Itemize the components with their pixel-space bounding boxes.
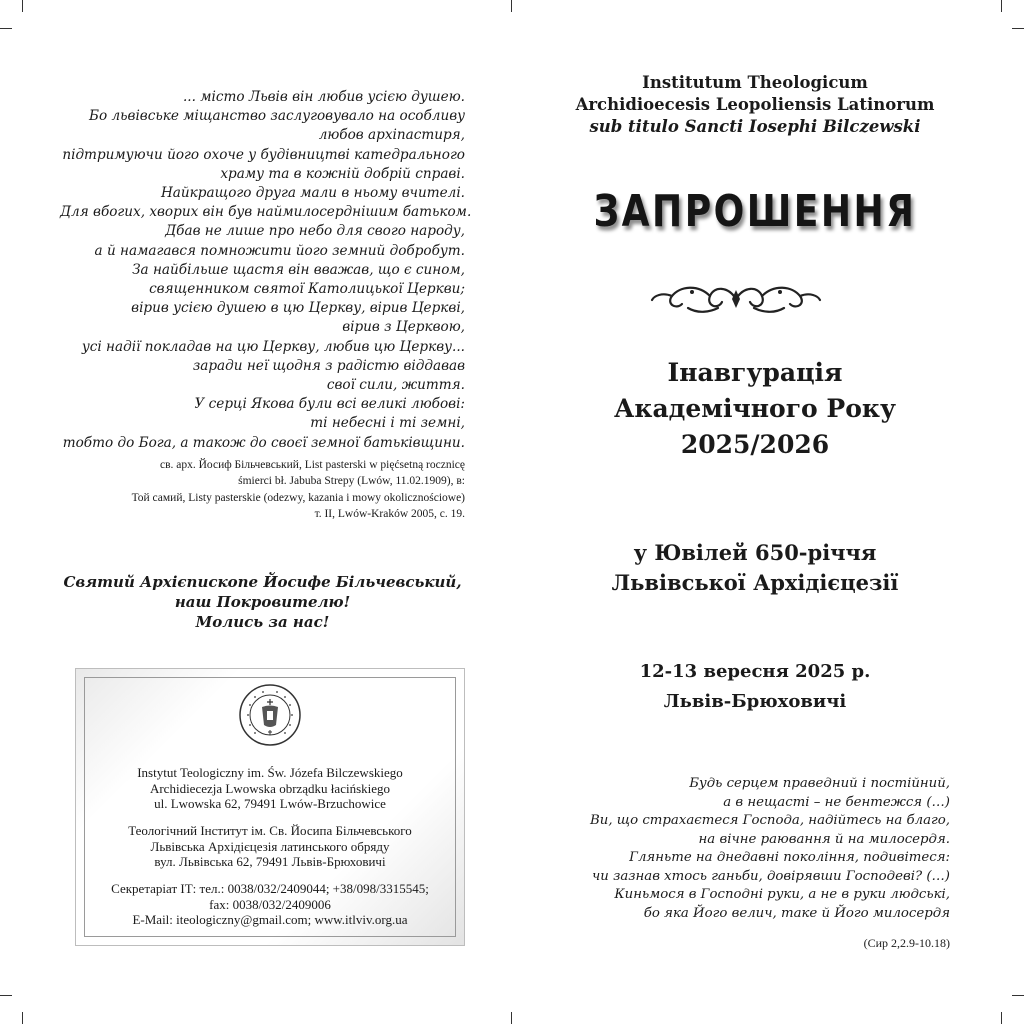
sirach-reference: (Сир 2,2.9-10.18) [863,936,950,950]
crop-mark [0,995,12,996]
flourish-ornament-icon [648,280,824,318]
contact-line: E-Mail: iteologiczny@gmail.com; www.itlviv.org.ua [132,912,408,927]
sirach-line: Гляньте на днедавні покоління, подивітеся: [629,850,950,865]
quote-line: тобто до Бога, а також до своєї земної батьківщини. [62,434,465,451]
quote-line: Дбав не лише про небо для свого народу, [165,223,465,240]
quote-line: У серці Якова були всі великі любові: [194,396,465,413]
address-line: Archidiecezja Lwowska obrządku łacińskiego [149,780,391,796]
seal-icon [238,683,302,747]
quote-line: Найкращого друга мали в ньому вчителі. [160,185,465,202]
quote-line: любов архіпастиря, [318,127,465,144]
quote-line: підтримуючи його охоче у будівництві катедрального [62,146,465,163]
crop-mark [0,28,12,29]
citation-line: Той самий, Listy pasterskie (odezwy, kazania i mowy okolicznościowe) [131,491,465,504]
prayer-line: наш Покровителю! [174,593,351,611]
citation-line: śmierci bł. Jabuba Strepy (Lwów, 11.02.1909), в: [238,475,465,488]
quote-line: священником святої Католицької Церкви; [149,281,465,298]
bilczewski-quote-block [60,88,472,522]
address-polish [76,765,464,812]
quote-line: Бо львівське міщанство заслуговувало на особливу [89,108,465,125]
sirach-line: Будь серцем праведний і постійний, [689,776,950,791]
quote-line: усі надії покладав на цю Церкву, любив цю Церкву... [81,338,465,355]
quote-line: храму та в кожній добрій справі. [220,165,465,182]
sirach-line: Ви, що страхаєтеся Господа, надійтесь на благо, [590,813,950,828]
crop-mark [1012,28,1024,29]
sirach-line: Киньмося в Господні руки, а не в руки людські, [614,887,950,902]
contact-box [75,668,465,946]
jubilee-heading [540,538,970,598]
crop-mark [22,0,23,12]
quote-line: ... місто Львів він любив усією душею. [182,89,465,105]
quote-line: заради неї щодня з радістю віддавав [192,357,465,374]
patron-prayer [60,572,465,632]
crop-mark [1001,0,1002,12]
quote-line: свої сили, життя. [326,377,465,394]
address-ukrainian [76,823,464,870]
address-line: Теологічний Інститут ім. Св. Йосипа Більчевського [128,823,412,838]
jubilee-line: у Ювілей 650-річчя [633,540,877,565]
event-date-place [540,657,970,717]
institute-name [540,72,970,138]
sirach-line: бо яка Його велич, таке й Його милосердя [643,905,950,921]
quote-line: вірив усією душею в цю Церкву, вірив Церкві, [131,300,465,317]
sirach-line: а в нещасті – не бентежся (…) [723,794,950,810]
institute-line: Archidioecesis Leopoliensis Latinorum [575,95,935,114]
quote-line: За найбільше щастя він вважав, що є сином, [132,261,465,278]
event-line: 2025/2026 [680,430,830,459]
address-line: вул. Львівська 62, 79491 Львів-Брюховичі [154,854,386,869]
prayer-line: Молись за нас! [195,613,330,631]
date-line: 12-13 вересня 2025 р. [639,661,871,682]
quote-line: ті небесні і ті земні, [310,415,465,432]
prayer-line: Святий Архієпископе Йосифе Більчевський, [63,573,462,591]
institute-line: Institutum Theologicum [642,73,868,92]
secretariat-contacts [76,881,464,928]
contact-line: Секретаріат ІТ: тел.: 0038/032/2409044; +38/098/3315545; [111,881,429,896]
sirach-line: на вічне раювання й на милосердя. [698,831,950,847]
sirach-line: чи зазнав хтось ганьби, довірявши Господеві? (…) [592,868,950,884]
contact-line: fax: 0038/032/2409006 [209,896,331,912]
quote-line: Для вбогих, хворих він був наймилосерднішим батьком. [60,204,472,221]
quote-line: а й намагався помножити його земний добробут. [94,242,465,259]
address-line: Львівська Архідієцезія латинського обряду [150,838,390,854]
crop-mark [511,1012,512,1024]
crop-mark [1001,1012,1002,1024]
address-line: Instytut Teologiczny im. Św. Józefa Bilczewskiego [137,765,403,780]
sirach-quote [588,775,950,923]
event-line: Академічного Року [614,394,896,423]
inauguration-heading [540,355,970,463]
crop-mark [1012,995,1024,996]
jubilee-line: Львівської Архідієцезії [611,570,899,595]
crop-mark [22,1012,23,1024]
invitation-title: ЗАПРОШЕННЯ [593,186,917,237]
quote-line: вірив з Церквою, [342,319,465,336]
bilczewski-quote [60,88,472,453]
institute-line: sub titulo Sancti Iosephi Bilczewski [589,117,921,136]
crop-mark [511,0,512,12]
address-line: ul. Lwowska 62, 79491 Lwów-Brzuchowice [154,796,386,811]
event-line: Інавгурація [667,358,843,387]
citation-line: т. II, Lwów-Kraków 2005, c. 19. [314,508,465,521]
quote-citation [60,457,465,523]
citation-line: св. арх. Йосиф Більчевський, List pasterski w pięćsetną rocznicę [159,458,465,471]
date-line: Львів-Брюховичі [663,691,847,712]
